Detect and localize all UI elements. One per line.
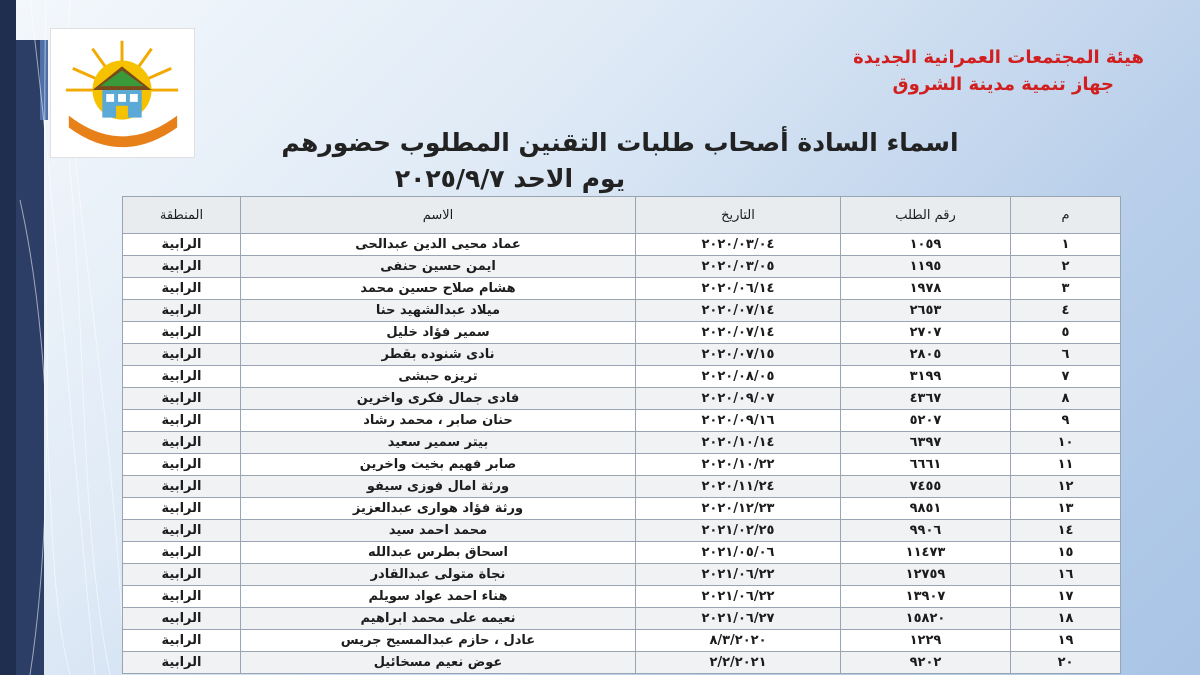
cell-index: ٢ (1011, 256, 1121, 278)
cell-index: ١٤ (1011, 520, 1121, 542)
cell-request-number: ١٠٥٩ (841, 234, 1011, 256)
cell-date: ٢٠٢٠/٠٣/٠٥ (636, 256, 841, 278)
cell-name: هناء احمد عواد سويلم (241, 586, 636, 608)
cell-name: بيتر سمير سعيد (241, 432, 636, 454)
cell-request-number: ٢٦٥٣ (841, 300, 1011, 322)
table-row (123, 476, 1121, 498)
cell-name: نادى شنوده بقطر (241, 344, 636, 366)
cell-index: ١١ (1011, 454, 1121, 476)
left-accent-bar (40, 40, 48, 120)
cell-date: ٢/٢/٢٠٢١ (636, 652, 841, 674)
cell-date: ٢٠٢٠/١٠/١٤ (636, 432, 841, 454)
left-navy-bar (16, 40, 44, 675)
cell-area: الرابية (123, 234, 241, 256)
cell-request-number: ١٢٧٥٩ (841, 564, 1011, 586)
table-row (123, 410, 1121, 432)
table-row (123, 300, 1121, 322)
table-row (123, 498, 1121, 520)
cell-area: الرابية (123, 630, 241, 652)
cell-area: الرابية (123, 476, 241, 498)
cell-name: ايمن حسين حنفى (241, 256, 636, 278)
cell-area: الرابية (123, 278, 241, 300)
table-row (123, 256, 1121, 278)
table-row (123, 630, 1121, 652)
table-row (123, 608, 1121, 630)
cell-name: هشام صلاح حسين محمد (241, 278, 636, 300)
cell-area: الرابية (123, 520, 241, 542)
cell-index: ١٨ (1011, 608, 1121, 630)
cell-date: ٢٠٢٠/١٠/٢٢ (636, 454, 841, 476)
cell-name: نعيمه على محمد ابراهيم (241, 608, 636, 630)
table-row (123, 586, 1121, 608)
cell-request-number: ٥٢٠٧ (841, 410, 1011, 432)
table-row (123, 322, 1121, 344)
cell-area: الرابية (123, 366, 241, 388)
organization-header (853, 44, 1144, 98)
shorouk-logo-icon (51, 29, 194, 157)
table-row (123, 366, 1121, 388)
table-row (123, 278, 1121, 300)
cell-index: ٤ (1011, 300, 1121, 322)
table-row (123, 564, 1121, 586)
cell-name: ورثة امال فوزى سيفو (241, 476, 636, 498)
table-row (123, 520, 1121, 542)
cell-date: ٨/٣/٢٠٢٠ (636, 630, 841, 652)
header-index: م (1011, 197, 1121, 234)
table-row (123, 542, 1121, 564)
cell-request-number: ١٩٧٨ (841, 278, 1011, 300)
cell-request-number: ٦٦٦١ (841, 454, 1011, 476)
cell-date: ٢٠٢٠/٠٧/١٤ (636, 322, 841, 344)
cell-request-number: ٣١٩٩ (841, 366, 1011, 388)
cell-date: ٢٠٢٠/٠٦/١٤ (636, 278, 841, 300)
cell-request-number: ٤٣٦٧ (841, 388, 1011, 410)
cell-area: الرابية (123, 542, 241, 564)
table-row (123, 454, 1121, 476)
cell-area: الرابية (123, 432, 241, 454)
cell-name: عوض نعيم مسخائيل (241, 652, 636, 674)
cell-name: تريزه حبشى (241, 366, 636, 388)
cell-date: ٢٠٢٠/٠٩/١٦ (636, 410, 841, 432)
table-header-row (123, 197, 1121, 234)
header-request-number: رقم الطلب (841, 197, 1011, 234)
cell-date: ٢٠٢٠/٠٩/٠٧ (636, 388, 841, 410)
logo (50, 28, 195, 158)
cell-index: ٦ (1011, 344, 1121, 366)
cell-area: الرابية (123, 564, 241, 586)
header-area: المنطقة (123, 197, 241, 234)
cell-name: عماد محيى الدين عبدالحى (241, 234, 636, 256)
cell-date: ٢٠٢٠/١١/٢٤ (636, 476, 841, 498)
cell-area: الرابية (123, 410, 241, 432)
cell-name: نجاة متولى عبدالقادر (241, 564, 636, 586)
cell-name: اسحاق بطرس عبدالله (241, 542, 636, 564)
cell-request-number: ٩٩٠٦ (841, 520, 1011, 542)
cell-date: ٢٠٢٠/٠٧/١٥ (636, 344, 841, 366)
cell-area: الرابية (123, 344, 241, 366)
cell-index: ٨ (1011, 388, 1121, 410)
page-title: اسماء السادة أصحاب طلبات التقنين المطلوب حضورهم (281, 128, 959, 157)
cell-request-number: ٢٧٠٧ (841, 322, 1011, 344)
org-name: هيئة المجتمعات العمرانية الجديدة (853, 47, 1144, 68)
cell-request-number: ١١٤٧٣ (841, 542, 1011, 564)
cell-index: ٢٠ (1011, 652, 1121, 674)
cell-index: ١٣ (1011, 498, 1121, 520)
cell-request-number: ١١٩٥ (841, 256, 1011, 278)
cell-request-number: ١٥٨٢٠ (841, 608, 1011, 630)
cell-area: الرابية (123, 652, 241, 674)
cell-index: ٧ (1011, 366, 1121, 388)
cell-date: ٢٠٢٠/٠٧/١٤ (636, 300, 841, 322)
cell-area: الرابية (123, 454, 241, 476)
org-department: جهاز تنمية مدينة الشروق (892, 74, 1114, 95)
cell-area: الرابيه (123, 608, 241, 630)
table-row (123, 388, 1121, 410)
applicants-table (122, 196, 1121, 674)
cell-request-number: ١٣٩٠٧ (841, 586, 1011, 608)
cell-request-number: ١٢٢٩ (841, 630, 1011, 652)
cell-index: ١ (1011, 234, 1121, 256)
cell-request-number: ٩٢٠٢ (841, 652, 1011, 674)
cell-date: ٢٠٢١/٠٦/٢٢ (636, 586, 841, 608)
cell-name: عادل ، حازم عبدالمسيح جريس (241, 630, 636, 652)
cell-date: ٢٠٢٠/٠٣/٠٤ (636, 234, 841, 256)
cell-index: ١٠ (1011, 432, 1121, 454)
cell-name: صابر فهيم بخيت واخرين (241, 454, 636, 476)
cell-index: ١٥ (1011, 542, 1121, 564)
cell-request-number: ٩٨٥١ (841, 498, 1011, 520)
left-dark-bar (0, 0, 16, 675)
cell-date: ٢٠٢٠/٠٨/٠٥ (636, 366, 841, 388)
cell-area: الرابية (123, 498, 241, 520)
cell-name: حنان صابر ، محمد رشاد (241, 410, 636, 432)
table-row (123, 652, 1121, 674)
header-name: الاسم (241, 197, 636, 234)
cell-index: ٩ (1011, 410, 1121, 432)
cell-name: محمد احمد سيد (241, 520, 636, 542)
cell-name: ميلاد عبدالشهيد حنا (241, 300, 636, 322)
cell-name: سمير فؤاد خليل (241, 322, 636, 344)
cell-date: ٢٠٢١/٠٦/٢٧ (636, 608, 841, 630)
cell-index: ١٢ (1011, 476, 1121, 498)
cell-area: الرابية (123, 256, 241, 278)
applicants-table-container (122, 196, 1120, 668)
cell-date: ٢٠٢١/٠٦/٢٢ (636, 564, 841, 586)
cell-date: ٢٠٢١/٠٥/٠٦ (636, 542, 841, 564)
header-date: التاريخ (636, 197, 841, 234)
cell-request-number: ٦٣٩٧ (841, 432, 1011, 454)
cell-name: ورثة فؤاد هوارى عبدالعزيز (241, 498, 636, 520)
cell-request-number: ٢٨٠٥ (841, 344, 1011, 366)
table-row (123, 344, 1121, 366)
table-row (123, 432, 1121, 454)
cell-area: الرابية (123, 322, 241, 344)
cell-index: ١٩ (1011, 630, 1121, 652)
cell-index: ٥ (1011, 322, 1121, 344)
cell-index: ١٦ (1011, 564, 1121, 586)
table-row (123, 234, 1121, 256)
cell-area: الرابية (123, 388, 241, 410)
cell-date: ٢٠٢٠/١٢/٢٣ (636, 498, 841, 520)
cell-index: ١٧ (1011, 586, 1121, 608)
page-subtitle-date: يوم الاحد ٢٠٢٥/٩/٧ (394, 164, 626, 193)
cell-request-number: ٧٤٥٥ (841, 476, 1011, 498)
cell-area: الرابية (123, 586, 241, 608)
cell-index: ٣ (1011, 278, 1121, 300)
cell-area: الرابية (123, 300, 241, 322)
cell-date: ٢٠٢١/٠٢/٢٥ (636, 520, 841, 542)
cell-name: فادى جمال فكرى واخرين (241, 388, 636, 410)
